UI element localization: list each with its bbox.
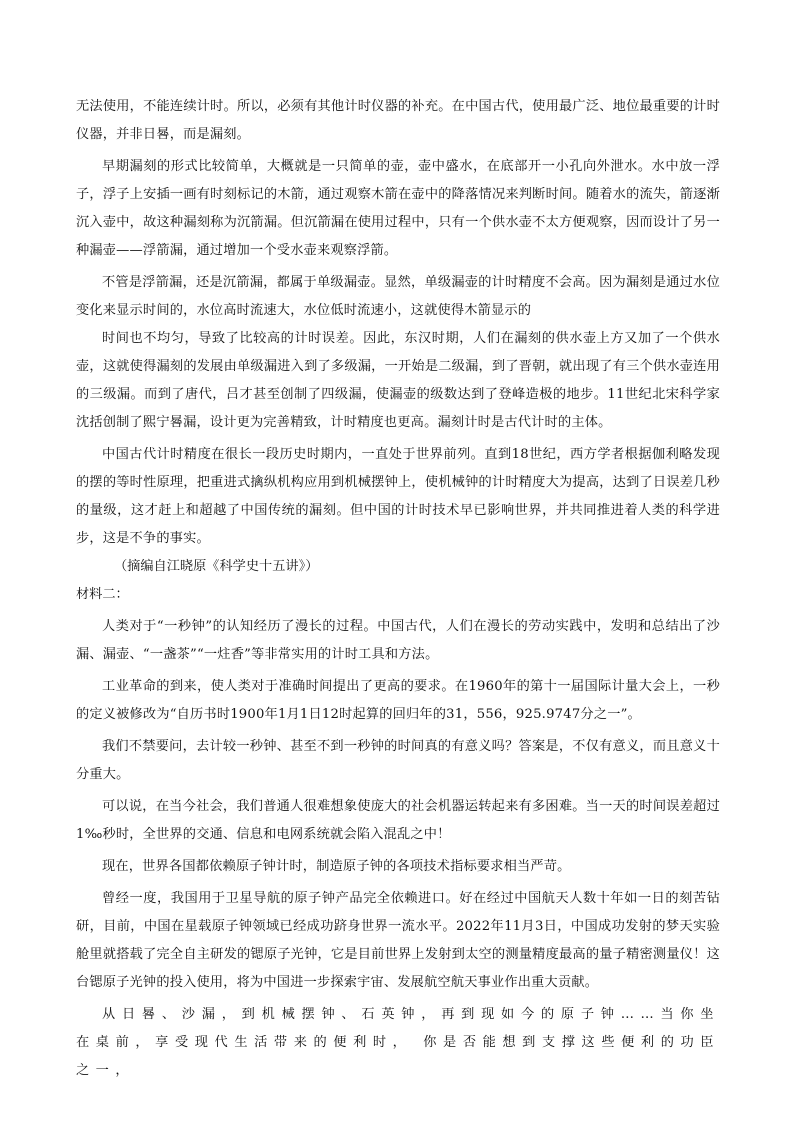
paragraph-1: 无法使用，不能连续计时。所以，必须有其他计时仪器的补充。在中国古代，使用最广泛、地位最重要的计时仪器，并非日晷，而是漏刻。 [76, 99, 720, 142]
paragraph-4: 时间也不均匀，导致了比较高的计时误差。因此，东汉时期，人们在漏刻的供水壶上方又加了一个供水壶，这就使得漏刻的发展由单级漏进入到了多级漏，一开始是二级漏，到了晋朝，就出现了有三个供水壶连用的三级漏。而到了唐代，吕才甚至创制了四级漏，使漏壶的级数达到了登峰造极的地步。11世纪北宋科学家沈括创制了熙宁晷漏，设计更为完善精致，计时精度也更高。漏刻计时是古代计时的主体。 [76, 331, 720, 430]
paragraph-5: 中国古代计时精度在很长一段历史时期内，一直处于世界前列。直到18世纪，西方学者根据伽利略发现的摆的等时性原理，把重进式擒纵机构应用到机械摆钟上，使机械钟的计时精度大为提高，达到了日误差几秒的量级，这才赶上和超越了中国传统的漏刻。但中国的计时技术早已影响世界，并共同推进着人类的科学进步，这是不争的事实。 [76, 447, 720, 546]
paragraph-11: 曾经一度，我国用于卫星导航的原子钟产品完全依赖进口。好在经过中国航天人数十年如一日的刻苦钻研，目前，中国在星载原子钟领域已经成功跻身世界一流水平。2022年11月3日，中国成功发射的梦天实验舱里就搭载了完全自主研发的锶原子光钟，它是目前世界上发射到太空的测量精度最高的量子精密测量仪！这台锶原子光钟的投入使用，将为中国进一步探索宇宙、发展航空航天事业作出重大贡献。 [76, 891, 720, 990]
material-two-label: 材料二： [76, 587, 129, 602]
paragraph-7: 工业革命的到来，使人类对于准确时间提出了更高的要求。在1960年的第十一届国际计量大会上，一秒的定义被修改为“自历书时1900年1月1日12时起算的回归年的31，556，925.9747分之一”。 [76, 679, 720, 722]
document-body [76, 93, 720, 1085]
paragraph-12: 从日晷、沙漏，到机械摆钟、石英钟，再到现如今的原子钟……当你坐在桌前，享受现代生活带来的便利时， 你是否能想到支撑这些便利的功臣之一， [76, 1007, 720, 1078]
paragraph-6: 人类对于“一秒钟”的认知经历了漫长的过程。中国古代，人们在漫长的劳动实践中，发明和总结出了沙漏、漏壶、“一盏茶”“一炷香”等非常实用的计时工具和方法。 [76, 619, 720, 662]
paragraph-2: 早期漏刻的形式比较简单，大概就是一只简单的壶，壶中盛水，在底部开一小孔向外泄水。水中放一浮子，浮子上安插一画有时刻标记的木箭，通过观察木箭在壶中的降落情况来判断时间。随着水的流失，箭逐渐沉入壶中，故这种漏刻称为沉箭漏。但沉箭漏在使用过程中，只有一个供水壶不太方便观察，因而设计了另一种漏壶——浮箭漏，通过增加一个受水壶来观察浮箭。 [76, 159, 720, 258]
paragraph-10: 现在，世界各国都依赖原子钟计时，制造原子钟的各项技术指标要求相当严苛。 [102, 859, 571, 874]
paragraph-9: 可以说，在当今社会，我们普通人很难想象使庞大的社会机器运转起来有多困难。当一天的时间误差超过1‰秒时，全世界的交通、信息和电网系统就会陷入混乱之中！ [76, 799, 720, 842]
paragraph-3: 不管是浮箭漏，还是沉箭漏，都属于单级漏壶。显然，单级漏壶的计时精度不会高。因为漏刻是通过水位变化来显示时间的，水位高时流速大，水位低时流速小，这就使得木箭显示的 [76, 275, 720, 318]
paragraph-8: 我们不禁要问，去计较一秒钟、甚至不到一秒钟的时间真的有意义吗？答案是，不仅有意义，而且意义十分重大。 [76, 739, 720, 782]
source-citation: （摘编自江晓原《科学史十五讲》） [114, 559, 319, 574]
